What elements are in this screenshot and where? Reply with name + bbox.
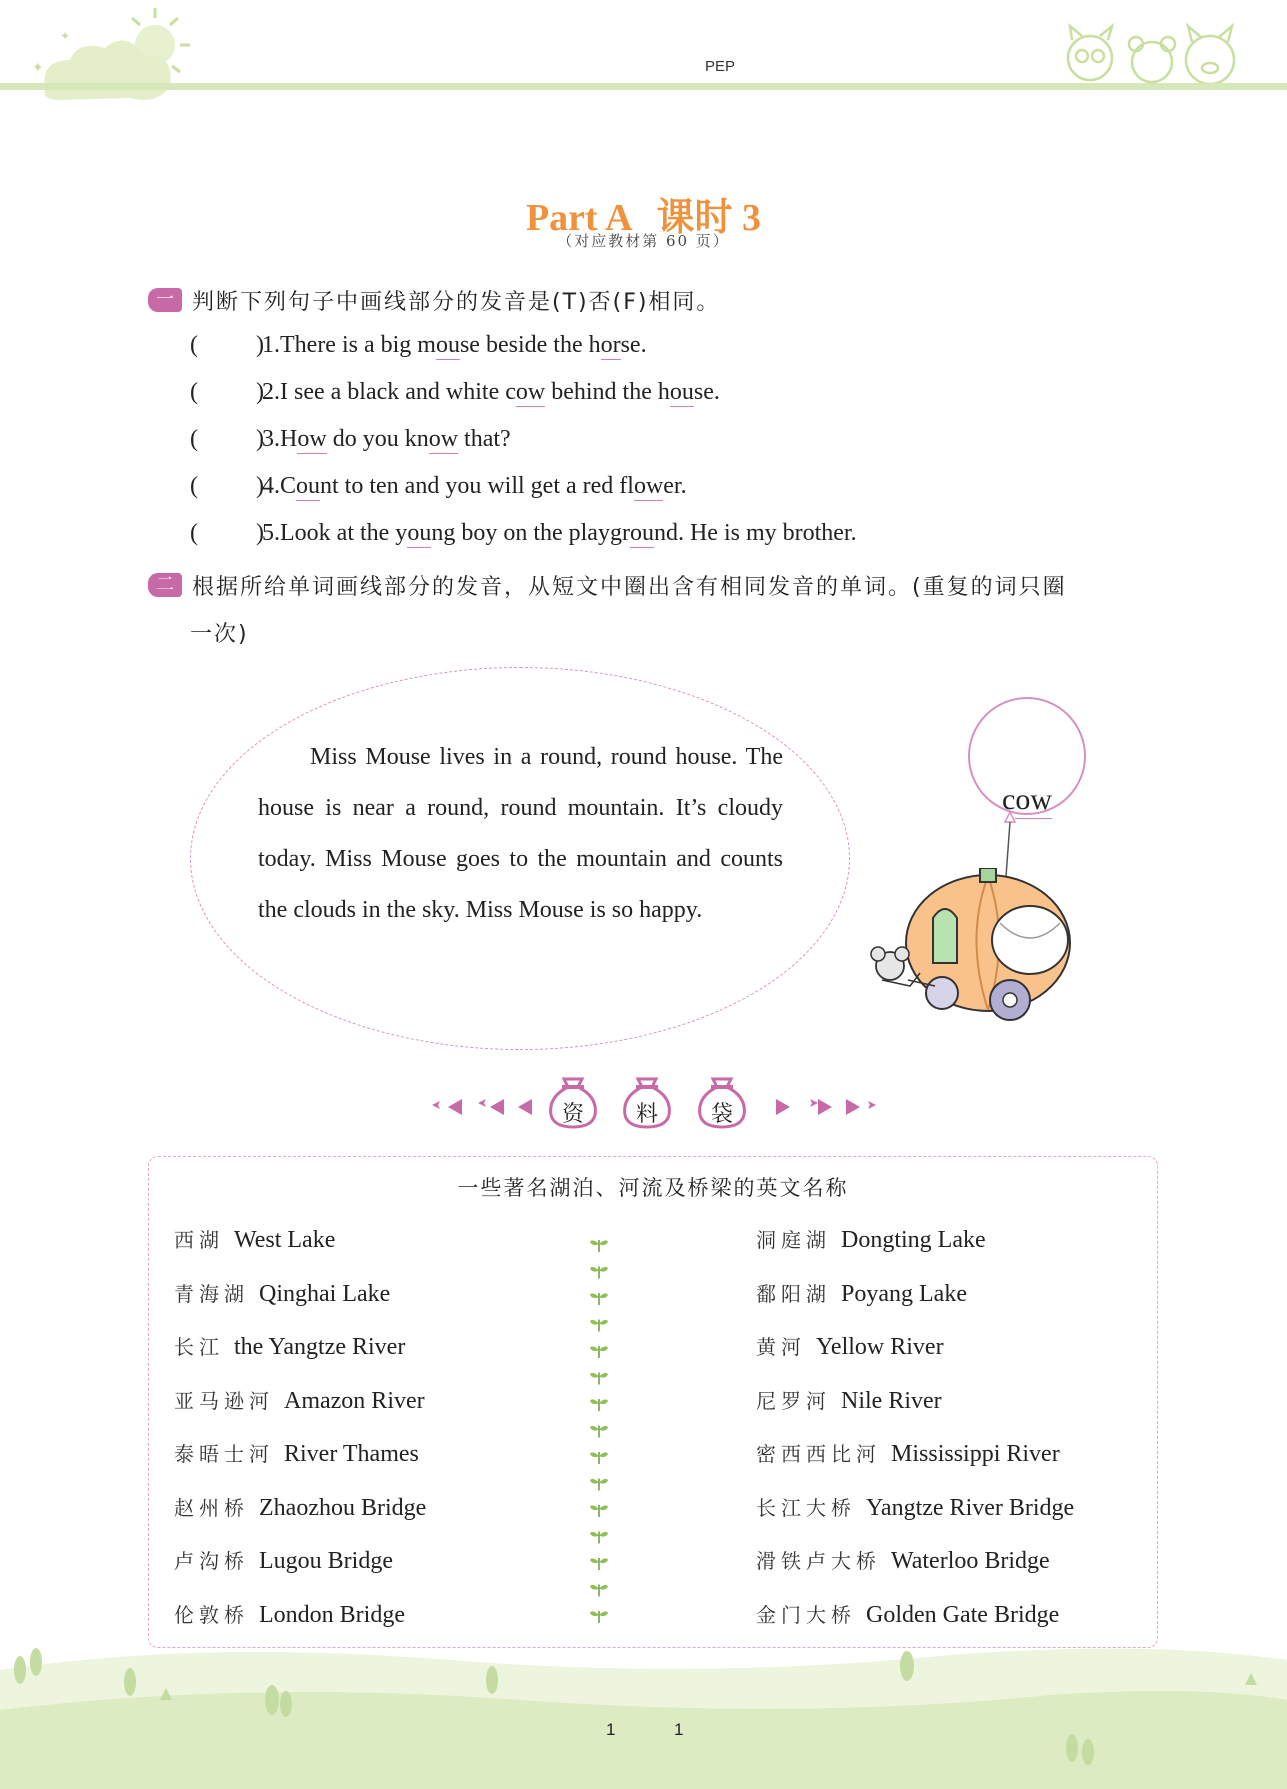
entry-chinese: 长江大桥 — [756, 1495, 856, 1520]
resource-entry — [756, 1492, 1074, 1532]
entry-chinese: 赵州桥 — [174, 1495, 249, 1520]
question-row — [190, 520, 1110, 556]
question-number: 1. — [262, 332, 280, 358]
header-rule — [0, 83, 1287, 90]
underlined-sound: ow — [297, 426, 327, 452]
resource-entry — [756, 1224, 986, 1264]
section1-number: 一 — [148, 288, 182, 312]
fish-decoration-icon — [770, 1093, 880, 1121]
question-fragment: nd. He is my brother. — [653, 520, 857, 546]
answer-blank-close: ) — [256, 520, 264, 546]
underlined-sound: ou — [435, 332, 460, 358]
question-number: 5. — [262, 520, 280, 546]
question-fragment: H — [280, 426, 298, 452]
resource-title: 一些著名湖泊、河流及桥梁的英文名称 — [457, 1176, 849, 1200]
leaf-icon — [590, 1267, 608, 1279]
entry-english: Waterloo Bridge — [891, 1548, 1050, 1574]
question-row — [190, 332, 1110, 368]
leaf-icon — [590, 1399, 608, 1411]
leaf-icon — [590, 1505, 608, 1517]
entry-chinese: 洞庭湖 — [756, 1228, 831, 1252]
leaf-icon — [590, 1320, 608, 1332]
answer-blank-open[interactable]: ( — [190, 332, 198, 358]
entry-english: Zhaozhou Bridge — [259, 1494, 427, 1521]
answer-blank-close: ) — [256, 426, 264, 452]
underlined-sound: ou — [296, 473, 321, 499]
entry-chinese: 长江 — [174, 1335, 224, 1359]
answer-blank-open[interactable]: ( — [190, 473, 198, 499]
question-fragment: er. — [663, 473, 687, 499]
question-text — [262, 379, 720, 406]
leaf-icon — [590, 1346, 608, 1358]
resource-entry — [756, 1545, 1050, 1585]
pouch-zi — [548, 1075, 598, 1133]
resource-entry — [756, 1385, 942, 1425]
page-number-left: 1 — [606, 1720, 616, 1739]
svg-text:✦: ✦ — [60, 29, 71, 43]
entry-chinese: 鄱阳湖 — [756, 1281, 831, 1306]
leaf-icon — [590, 1373, 608, 1385]
answer-blank-close: ) — [256, 332, 264, 358]
question-row — [190, 379, 1110, 415]
question-fragment: There is a big — [280, 332, 418, 358]
leaf-icon — [590, 1452, 608, 1464]
underlined-sound: ow — [428, 426, 459, 452]
svg-text:✦: ✦ — [32, 60, 44, 76]
entry-english: Golden Gate Bridge — [866, 1601, 1060, 1628]
entry-english: Lugou Bridge — [259, 1548, 393, 1574]
resource-entry — [756, 1438, 1060, 1478]
answer-blank-close: ) — [256, 379, 264, 405]
resource-entry — [174, 1278, 390, 1318]
question-fragment: nt to ten and you will get a red fl — [320, 473, 634, 499]
question-fragment: c — [505, 379, 516, 405]
entry-english: Nile River — [841, 1387, 942, 1414]
resource-entry — [756, 1278, 967, 1318]
question-text — [262, 473, 687, 500]
entry-chinese: 亚马逊河 — [174, 1388, 274, 1413]
question-number: 4. — [262, 473, 280, 499]
entry-chinese: 密西西比河 — [756, 1442, 881, 1466]
page-number-right: 1 — [674, 1720, 684, 1739]
section2-number: 二 — [148, 573, 182, 597]
pouch-label: 资 — [561, 1102, 584, 1127]
answer-blank-close: ) — [256, 473, 264, 499]
cartoon-animals-decoration — [1060, 20, 1260, 90]
underlined-sound: or — [600, 332, 621, 358]
question-text — [262, 520, 857, 547]
leaf-icon — [590, 1585, 608, 1597]
sun-cloud-decoration — [0, 0, 220, 115]
entry-chinese: 滑铁卢大桥 — [756, 1549, 881, 1573]
entry-english: the Yangtze River — [234, 1334, 406, 1360]
fish-decoration-icon — [428, 1093, 538, 1121]
entry-chinese: 尼罗河 — [756, 1388, 831, 1413]
question-fragment: se. — [620, 332, 647, 358]
entry-english: Amazon River — [284, 1387, 425, 1414]
entry-chinese: 伦敦桥 — [174, 1602, 249, 1627]
leaf-divider-icon — [588, 1232, 610, 1628]
publisher-label: PEP — [704, 58, 735, 75]
question-text — [262, 426, 511, 453]
leaf-icon — [590, 1479, 608, 1491]
question-fragment: behind the h — [545, 379, 670, 405]
leaf-icon — [590, 1426, 608, 1438]
section2-instruction-line2: 一次) — [190, 622, 249, 647]
question-row — [190, 473, 1110, 509]
title-lesson: 课时 3 — [656, 197, 762, 239]
underlined-sound: ou — [407, 520, 432, 546]
pouch-label: 料 — [635, 1102, 658, 1127]
answer-blank-open[interactable]: ( — [190, 379, 198, 405]
question-fragment: I see a black and white — [280, 379, 506, 405]
entry-chinese: 泰晤士河 — [174, 1442, 274, 1466]
resource-entry — [174, 1224, 335, 1264]
question-fragment: ng boy on the playgr — [431, 520, 630, 546]
leaf-icon — [590, 1240, 608, 1252]
entry-chinese: 青海湖 — [174, 1281, 249, 1306]
entry-english: River Thames — [284, 1441, 419, 1467]
question-text — [262, 332, 647, 359]
entry-english: London Bridge — [259, 1601, 405, 1628]
pouch-label: 袋 — [710, 1102, 733, 1127]
answer-blank-open[interactable]: ( — [190, 426, 198, 452]
leaf-icon — [590, 1532, 608, 1544]
entry-english: Yellow River — [816, 1334, 944, 1360]
resource-entry — [174, 1492, 426, 1532]
entry-chinese: 金门大桥 — [756, 1602, 856, 1627]
question-row — [190, 426, 1110, 462]
resource-entry — [174, 1385, 425, 1425]
pouch-dai — [697, 1075, 747, 1133]
question-fragment: se beside the h — [459, 332, 601, 358]
question-number: 2. — [262, 379, 280, 405]
title-part: Part A — [525, 197, 633, 239]
passage-text: Miss Mouse lives in a round, round house. The house is near a round, round mountain. It’s cloudy today. Miss Mouse goes to the mountain and counts the clouds in the sky. Miss Mouse is so happy. — [258, 744, 783, 923]
entry-english: Dongting Lake — [841, 1227, 986, 1253]
entry-english: Poyang Lake — [841, 1280, 967, 1307]
entry-english: Qinghai Lake — [259, 1280, 391, 1307]
entry-english: Yangtze River Bridge — [866, 1494, 1075, 1521]
section2-instruction-line1: 根据所给单词画线部分的发音，从短文中圈出含有相同发音的单词。(重复的词只圈 — [192, 575, 1067, 600]
entry-english: West Lake — [234, 1227, 336, 1253]
balloon-word: cow — [968, 697, 1086, 815]
resource-entry — [174, 1331, 405, 1371]
question-fragment: se. — [693, 379, 720, 405]
question-number: 3. — [262, 426, 280, 452]
leaf-icon — [590, 1558, 608, 1570]
underlined-sound: ow — [633, 473, 664, 499]
leaf-icon — [590, 1293, 608, 1305]
entry-chinese: 黄河 — [756, 1335, 806, 1359]
pouch-liao — [622, 1075, 672, 1133]
section1-instruction: 判断下列句子中画线部分的发音是(T)否(F)相同。 — [192, 290, 721, 315]
resource-entry — [174, 1438, 419, 1478]
question-fragment: Look at the y — [280, 520, 408, 546]
pumpkin-carriage-illustration — [860, 868, 1085, 1033]
question-fragment: that? — [458, 426, 511, 452]
question-fragment: m — [417, 332, 436, 358]
answer-blank-open[interactable]: ( — [190, 520, 198, 546]
resource-entry — [756, 1331, 944, 1371]
resource-entry — [174, 1545, 393, 1585]
entry-chinese: 卢沟桥 — [174, 1549, 249, 1573]
underlined-sound: ou — [629, 520, 654, 546]
question-fragment: C — [280, 473, 297, 499]
page-subtitle: （对应教材第 60 页） — [557, 232, 730, 250]
entry-chinese: 西湖 — [174, 1228, 224, 1252]
grass-landscape-decoration — [0, 1600, 1287, 1789]
underlined-sound: ou — [669, 379, 694, 405]
underlined-sound: ow — [515, 379, 546, 405]
entry-english: Mississippi River — [891, 1441, 1060, 1467]
question-fragment: do you kn — [326, 426, 429, 452]
